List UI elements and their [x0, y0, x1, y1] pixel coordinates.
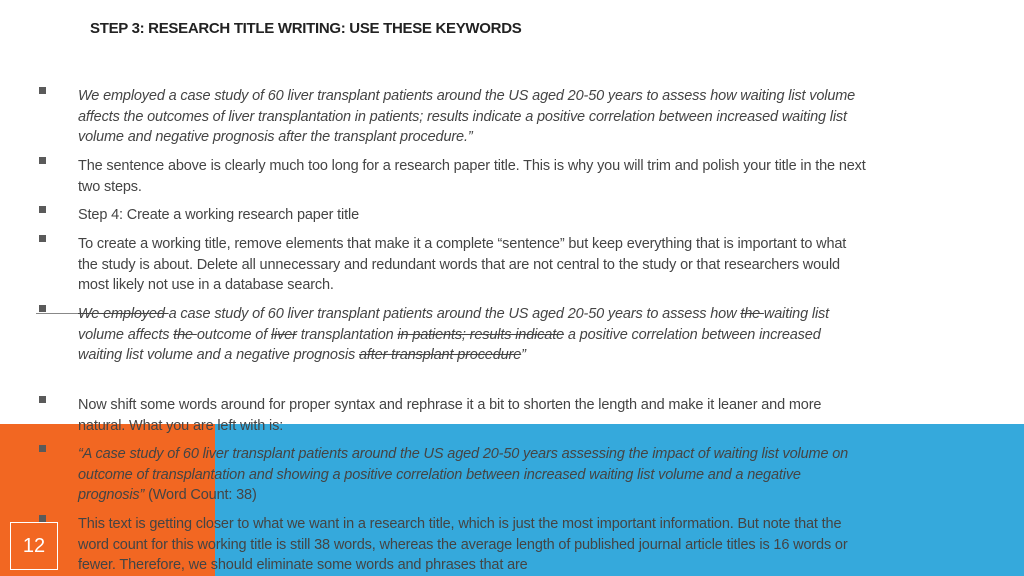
page-number: 12 [10, 522, 58, 570]
bullet-icon [39, 157, 46, 164]
paragraph-shift-words: Now shift some words around for proper syntax and rephrase it a bit to shorten the length and make it leaner and more natural. What you are left with is: [78, 397, 822, 434]
rephrased-quote: “A case study of 60 liver transplant patients around the US aged 20-50 years assessing the impact of waiting list volume on outcome of transplantation and showing a positive correlation between increased waiting list volume and a negative prognosis” [78, 446, 849, 503]
kept-text: a positive correlation between increased waiting list volume and a negative prognosis [78, 326, 821, 363]
paragraph-closer-title: This text is getting closer to what we want in a research title, which is just the most important information. But note that the word count for this working title is still 38 words, whereas the average length of published journal article titles is 16 words or fewer. Therefore, we should eliminate some words and phrases that are [78, 516, 848, 573]
paragraph-working-title-instructions: To create a working title, remove elements that make it a complete “sentence” but keep everything that is important to what the study is about. Delete all unnecessary and redundant words that are not central to the study or that researchers would most likely not use in a database search. [78, 236, 847, 293]
kept-text: ” [521, 347, 526, 363]
struck-text: in patients; results indicate [397, 326, 564, 343]
struck-text: after transplant procedure [359, 347, 522, 363]
struck-text: the [740, 306, 764, 322]
bullet-icon [39, 206, 46, 213]
struck-text: the [173, 326, 197, 343]
paragraph-original-sentence: We employed a case study of 60 liver transplant patients around the US aged 20-50 years to assess how waiting list volume affects the outcomes of liver transplantation in patients; results indicate a positive correlation between increased waiting list volume and negative prognosis after the transplant procedure.” [78, 88, 856, 145]
bullet-icon [39, 515, 46, 522]
kept-text: outcome of [196, 326, 271, 343]
slide-title: STEP 3: RESEARCH TITLE WRITING: USE THESE KEYWORDS [90, 20, 522, 37]
kept-text: waiting list volume affects [78, 306, 829, 343]
kept-text: a case study of 60 liver transplant patients around the US aged 20-50 years to assess how [168, 306, 741, 322]
paragraph-too-long: The sentence above is clearly much too long for a research paper title. This is why you will trim and polish your title in the next two steps. [78, 158, 866, 195]
bullet-icon [39, 445, 46, 452]
bullet-icon [39, 87, 46, 94]
word-count: (Word Count: 38) [144, 487, 257, 503]
bullet-icon [39, 235, 46, 242]
kept-text: transplantation [296, 326, 398, 343]
struck-text: liver [270, 326, 297, 343]
paragraph-struck-sentence [78, 304, 838, 366]
bullet-icon [39, 305, 46, 312]
paragraph-rephrased-title [78, 444, 868, 506]
paragraph-step4-heading: Step 4: Create a working research paper title [78, 207, 359, 223]
bullet-icon [39, 396, 46, 403]
struck-text: We employed [78, 306, 169, 322]
